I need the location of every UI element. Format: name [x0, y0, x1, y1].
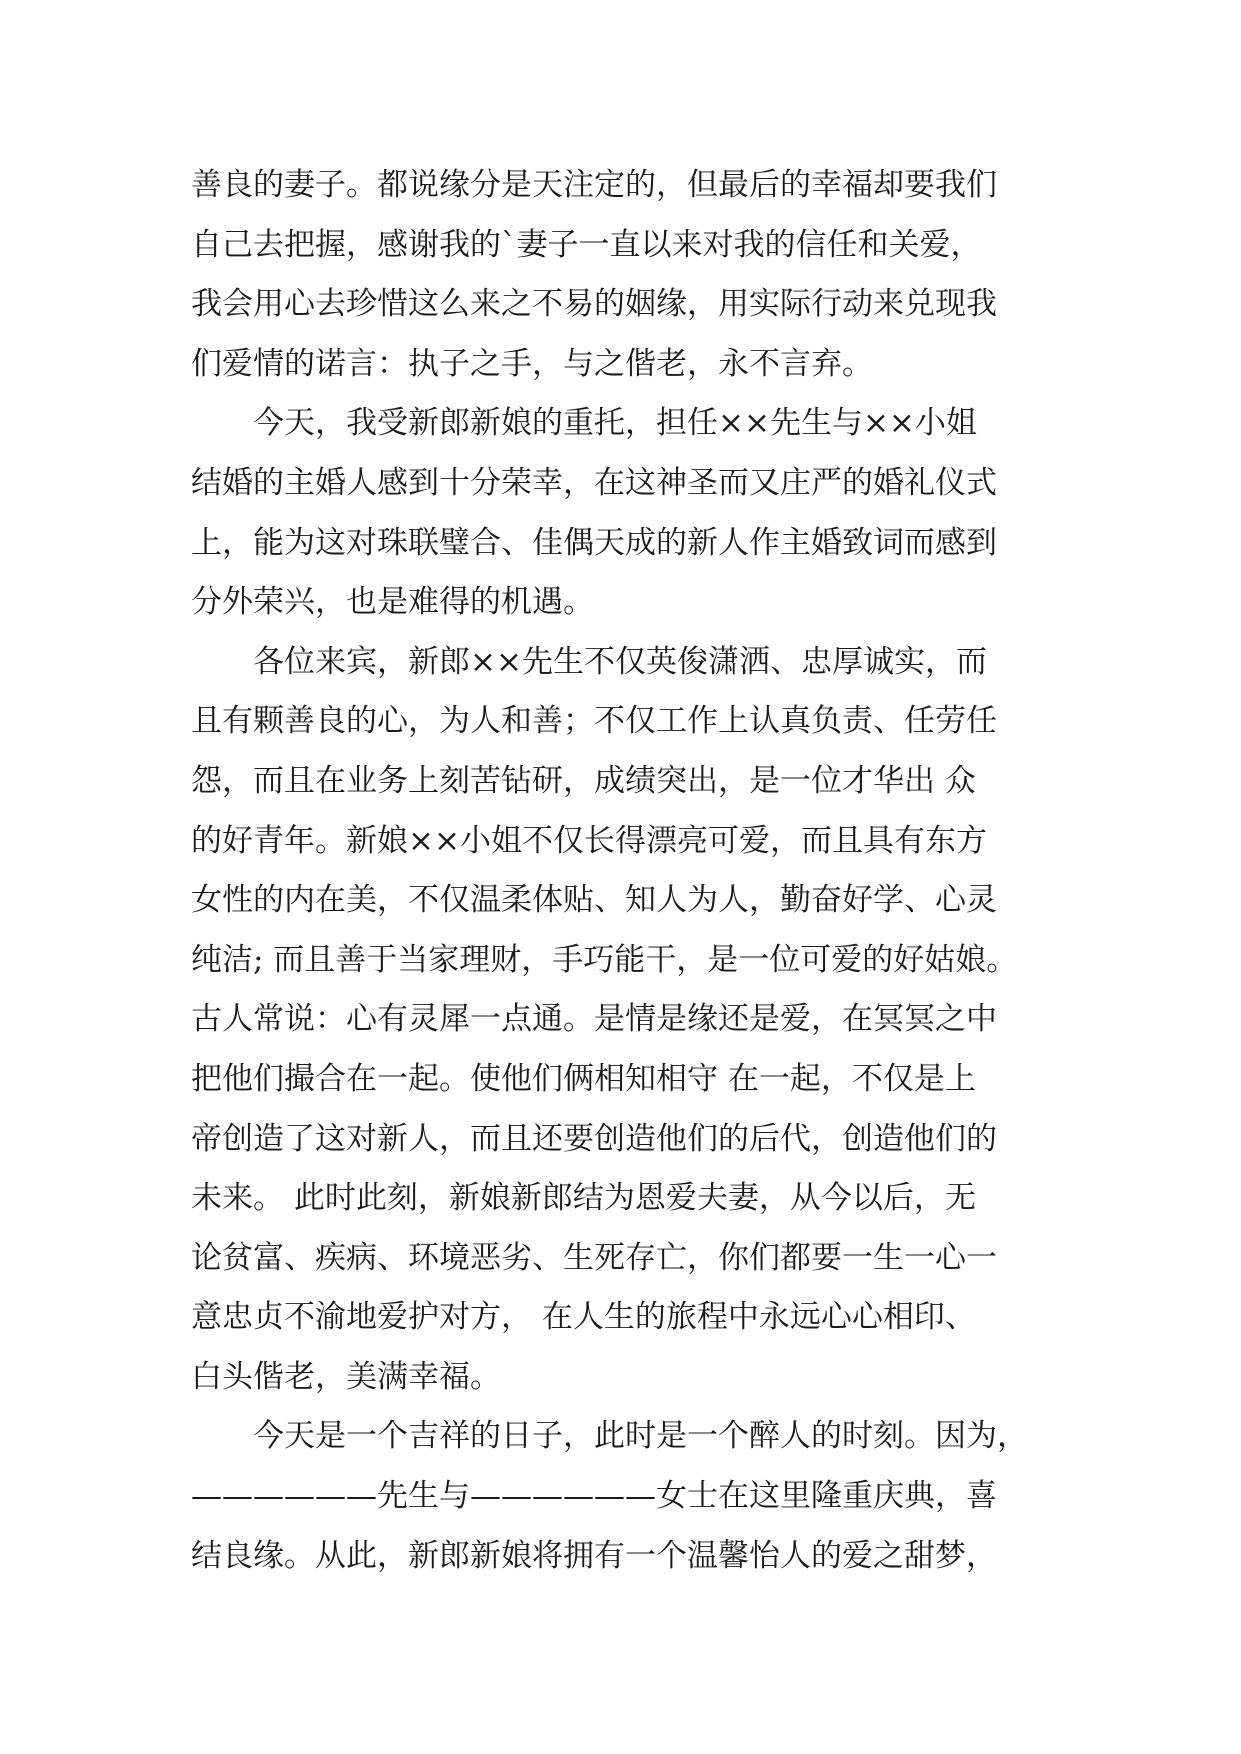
text-line: 各位来宾，新郎××先生不仅英俊潇洒、忠厚诚实，而: [191, 643, 987, 680]
text-line: 白头偕老，美满幸福。: [191, 1358, 501, 1395]
text-line: 我会用心去珍惜这么来之不易的姻缘，用实际行动来兑现我: [191, 286, 997, 323]
text-line: 纯洁; 而且善于当家理财，手巧能干，是一位可爱的好姑娘。: [191, 941, 1018, 978]
text-line: 怨，而且在业务上刻苦钻研，成绩突出，是一位才华出 众: [191, 762, 976, 799]
text-line: 女性的内在美，不仅温柔体贴、知人为人，勤奋好学、心灵: [191, 882, 997, 919]
text-line: 善良的妻子。都说缘分是天注定的，但最后的幸福却要我们: [191, 167, 997, 203]
text-line: 意忠贞不渝地爱护对方， 在人生的旅程中永远心心相印、: [191, 1299, 976, 1336]
text-line: 未来。 此时此刻，新娘新郎结为恩爱夫妻，从今以后，无: [191, 1180, 976, 1217]
text-line: 结婚的主婚人感到十分荣幸，在这神圣而又庄严的婚礼仪式: [191, 464, 997, 501]
text-line: 上，能为这对珠联璧合、佳偶天成的新人作主婚致词而感到: [191, 524, 997, 561]
text-line: 帝创造了这对新人，而且还要创造他们的后代，创造他们的: [191, 1120, 997, 1157]
text-line: 的好青年。新娘××小姐不仅长得漂亮可爱，而且具有东方: [191, 822, 987, 859]
text-line: 把他们撮合在一起。使他们俩相知相守 在一起，不仅是上: [191, 1060, 976, 1097]
text-line: 今天是一个吉祥的日子，此时是一个醉人的时刻。因为，: [191, 1418, 1028, 1455]
text-line: 古人常说：心有灵犀一点通。是情是缘还是爱，在冥冥之中: [191, 1001, 997, 1038]
text-line: 论贫富、疾病、环境恶劣、生死存亡，你们都要一生一心一: [191, 1239, 997, 1276]
text-line: 今天，我受新郎新娘的重托，担任××先生与××小姐: [191, 405, 977, 442]
body-text: [191, 156, 1061, 1586]
text-line: 结良缘。从此，新郎新娘将拥有一个温馨怡人的爱之甜梦，: [191, 1537, 997, 1574]
text-line: 分外荣兴，也是难得的机遇。: [191, 584, 594, 621]
text-line: 且有颗善良的心，为人和善；不仅工作上认真负责、任劳任: [191, 703, 997, 740]
text-line: ——————先生与——————女士在这里隆重庆典，喜: [191, 1478, 997, 1515]
text-line: 自己去把握，感谢我的`妻子一直以来对我的信任和关爱，: [191, 226, 982, 263]
text-line: 们爱情的诺言：执子之手，与之偕老，永不言弃。: [191, 345, 873, 382]
